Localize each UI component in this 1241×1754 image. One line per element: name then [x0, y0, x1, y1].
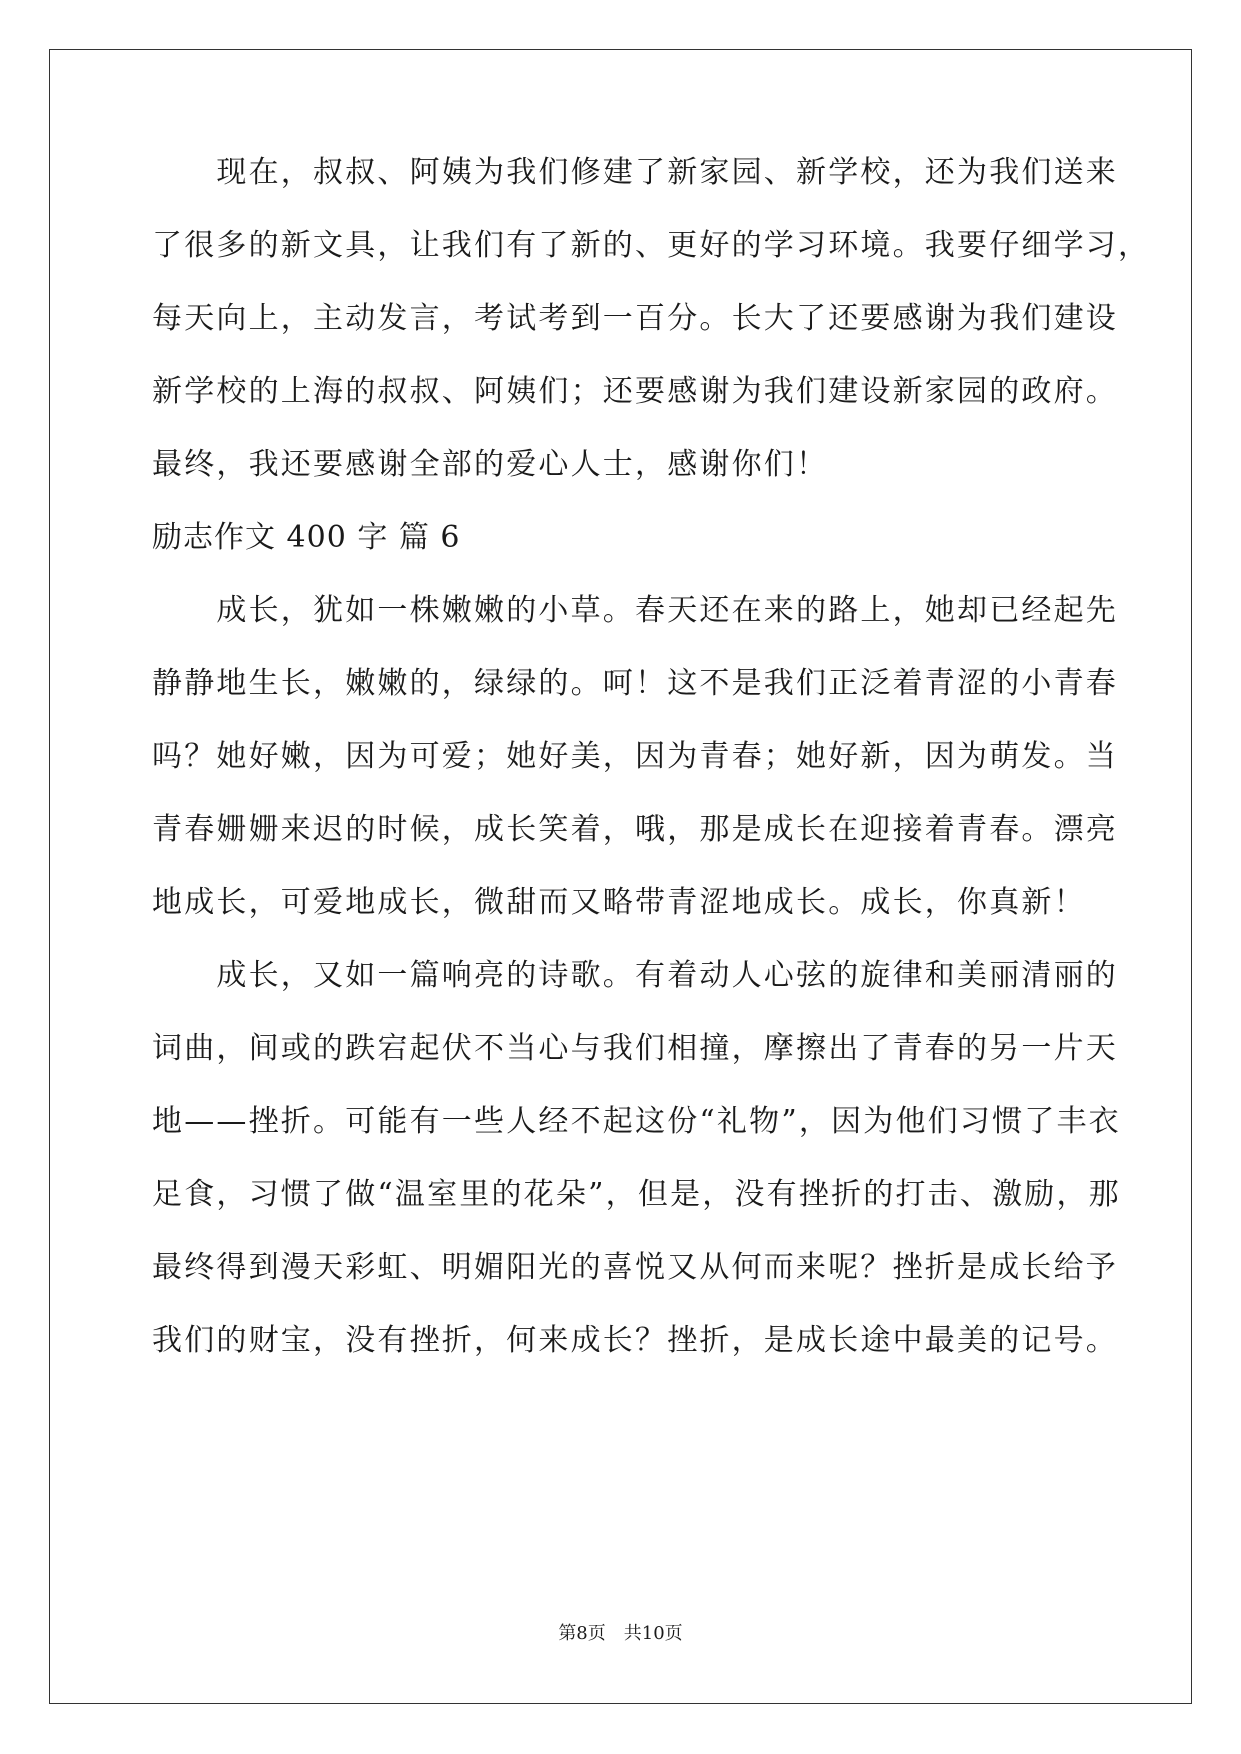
paragraph-3-line: 地——挫折。可能有一些人经不起这份“礼物”，因为他们习惯了丰衣 [152, 1104, 1121, 1139]
paragraph-1-line: 每天向上，主动发言，考试考到一百分。长大了还要感谢为我们建设 [152, 301, 1118, 336]
paragraph-1-line: 现在，叔叔、阿姨为我们修建了新家园、新学校，还为我们送来 [152, 155, 1118, 190]
paragraph-1-line: 最终，我还要感谢全部的爱心人士，感谢你们！ [152, 447, 829, 482]
paragraph-3-line: 我们的财宝，没有挫折，何来成长？挫折，是成长途中最美的记号。 [152, 1323, 1118, 1358]
paragraph-1-line: 新学校的上海的叔叔、阿姨们；还要感谢为我们建设新家园的政府。 [152, 374, 1118, 409]
paragraph-2-line: 吗？她好嫩，因为可爱；她好美，因为青春；她好新，因为萌发。当 [152, 739, 1118, 774]
paragraph-1-line: 了很多的新文具，让我们有了新的、更好的学习环境。我要仔细学习， [152, 228, 1151, 263]
section-heading: 励志作文 400 字 篇 6 [152, 520, 461, 555]
paragraph-2-line: 静静地生长，嫩嫩的，绿绿的。呵！这不是我们正泛着青涩的小青春 [152, 666, 1118, 701]
paragraph-2-line: 成长，犹如一株嫩嫩的小草。春天还在来的路上，她却已经起先 [152, 593, 1118, 628]
page-footer [0, 1622, 1241, 1646]
paragraph-3-line: 词曲，间或的跌宕起伏不当心与我们相撞，摩擦出了青春的另一片天 [152, 1031, 1118, 1066]
paragraph-3-line: 足食，习惯了做“温室里的花朵”，但是，没有挫折的打击、激励，那 [152, 1177, 1121, 1212]
page-number: 第8页 [558, 1623, 606, 1644]
page-border [49, 49, 1192, 1704]
paragraph-2-line: 地成长，可爱地成长，微甜而又略带青涩地成长。成长，你真新！ [152, 885, 1086, 920]
paragraph-2-line: 青春姗姗来迟的时候，成长笑着，哦，那是成长在迎接着青春。漂亮 [152, 812, 1118, 847]
page-total: 共10页 [623, 1623, 683, 1644]
paragraph-3-line: 最终得到漫天彩虹、明媚阳光的喜悦又从何而来呢？挫折是成长给予 [152, 1250, 1118, 1285]
paragraph-3-line: 成长，又如一篇响亮的诗歌。有着动人心弦的旋律和美丽清丽的 [152, 958, 1118, 993]
